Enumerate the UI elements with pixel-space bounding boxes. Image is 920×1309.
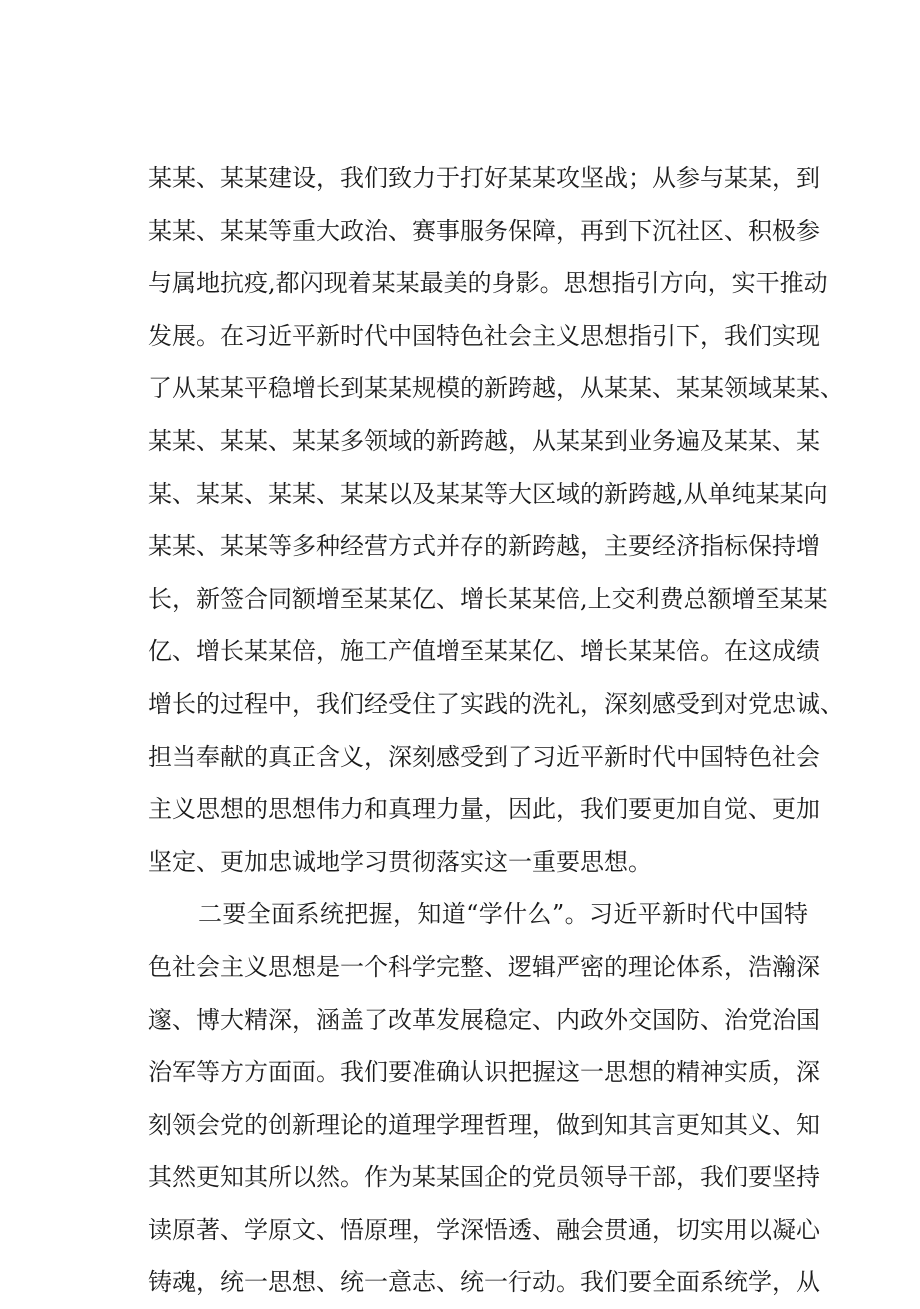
paragraph-1 [148, 152, 844, 888]
document-body [148, 152, 844, 1309]
paragraph-2 [148, 888, 820, 1309]
text-line: 某某、某某建设，我们致力于打好某某攻坚战；从参与某某，到 [148, 164, 820, 192]
text-line: 色社会主义思想是一个科学完整、逻辑严密的理论体系，浩瀚深 [148, 952, 820, 981]
text-line: 某某、某某等多种经营方式并存的新跨越，主要经济指标保持增 [148, 532, 820, 561]
text-line: 某、某某、某某、某某以及某某等大区域的新跨越,从单纯某某向 [148, 479, 828, 508]
text-line: 亿、增长某某倍，施工产值增至某某亿、增长某某倍。在这成绩 [148, 637, 820, 666]
text-line: 坚定、更加忠诚地学习贯彻落实这一重要思想。 [148, 847, 652, 876]
text-line: 发展。在习近平新时代中国特色社会主义思想指引下，我们实现 [148, 321, 820, 350]
text-line: 治军等方方面面。我们要准确认识把握这一思想的精神实质，深 [148, 1058, 820, 1087]
text-line: 增长的过程中，我们经受住了实践的洗礼，深刻感受到对党忠诚、 [148, 689, 844, 718]
text-line: 某某、某某等重大政治、赛事服务保障，再到下沉社区、积极参 [148, 216, 820, 245]
text-line: 刻领会党的创新理论的道理学理哲理，做到知其言更知其义、知 [148, 1110, 820, 1139]
text-line: 邃、博大精深，涵盖了改革发展稳定、内政外交国防、治党治国 [148, 1005, 820, 1034]
text-line: 铸魂，统一思想、统一意志、统一行动。我们要全面系统学，从 [148, 1268, 820, 1297]
text-line: 与属地抗疫,都闪现着某某最美的身影。思想指引方向，实干推动 [148, 269, 828, 298]
text-line: 二要全面系统把握，知道“学什么”。习近平新时代中国特 [198, 900, 808, 929]
text-line: 读原著、学原文、悟原理，学深悟透、融会贯通，切实用以凝心 [148, 1215, 820, 1244]
text-line: 其然更知其所以然。作为某某国企的党员领导干部，我们要坚持 [148, 1163, 820, 1192]
text-line: 长，新签合同额增至某某亿、增长某某倍,上交利费总额增至某某 [148, 584, 828, 613]
text-line: 某某、某某、某某多领域的新跨越，从某某到业务遍及某某、某 [148, 426, 820, 455]
text-line: 担当奉献的真正含义，深刻感受到了习近平新时代中国特色社会 [148, 742, 820, 771]
text-line: 了从某某平稳增长到某某规模的新跨越，从某某、某某领域某某、 [148, 374, 844, 403]
text-line: 主义思想的思想伟力和真理力量，因此，我们要更加自觉、更加 [148, 795, 820, 824]
